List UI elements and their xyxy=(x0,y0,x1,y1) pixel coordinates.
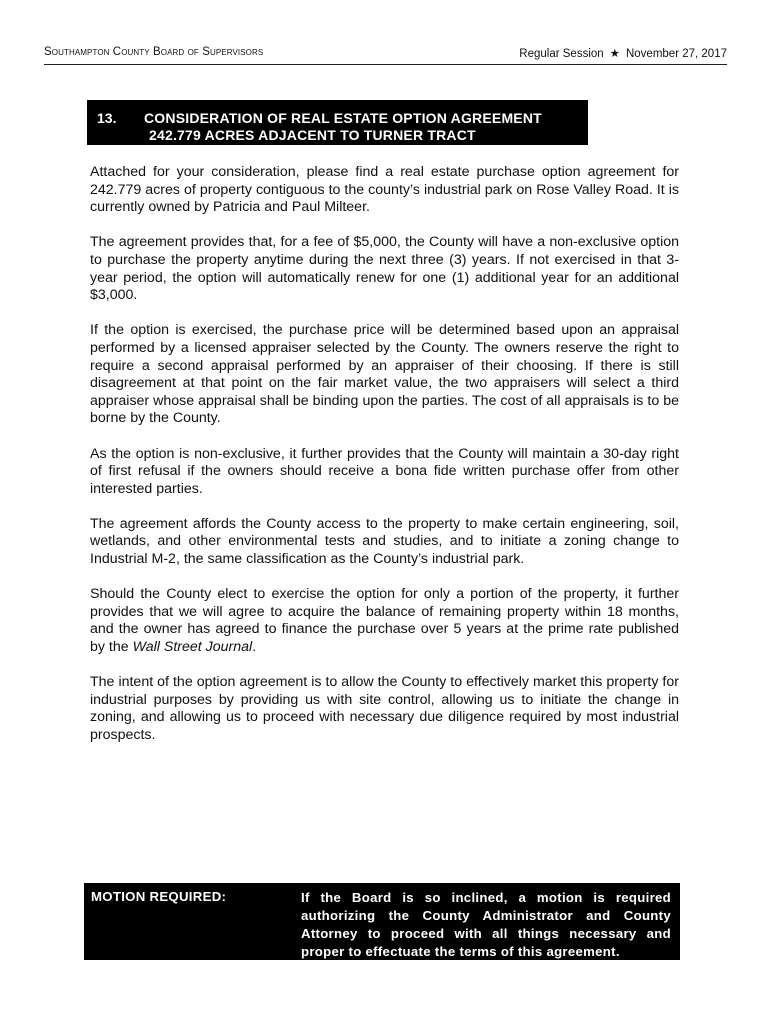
paragraph: The agreement provides that, for a fee of $5,000, the County will have a non-exclusive option to purchase the property anytime during the next three (3) years. If not exercised in that 3-year period, the option will automatically renew for one (1) additional year for an additional $3,000. xyxy=(90,234,679,304)
motion-box xyxy=(84,883,680,960)
paragraph-end: . xyxy=(252,639,257,656)
paragraph xyxy=(90,586,679,656)
page-header xyxy=(44,44,727,65)
motion-text: If the Board is so inclined, a motion is required authorizing the County Administrator and County Attorney to proceed with all things necessary and proper to effectuate the terms of this agreement. xyxy=(301,890,671,959)
item-title-box xyxy=(87,100,588,145)
paragraph: If the option is exercised, the purchase price will be determined based upon an appraisal performed by a licensed appraiser selected by the County. The owners reserve the right to require a second appraisal performed by an appraiser of their choosing. If there is still disagreement at that point on the fair market value, the two appraisers will select a third appraiser whose appraisal shall be binding upon the parties. The cost of all appraisals is to be borne by the County. xyxy=(90,322,679,427)
item-title-line2: 242.779 ACRES ADJACENT TO TURNER TRACT xyxy=(149,127,476,143)
item-title-line1: CONSIDERATION OF REAL ESTATE OPTION AGREEMENT xyxy=(144,110,542,126)
header-session: Regular Session xyxy=(519,48,604,60)
header-date: November 27, 2017 xyxy=(625,48,727,60)
motion-label: MOTION REQUIRED: xyxy=(91,889,227,904)
star-icon: ★ xyxy=(609,48,620,60)
paragraph: The agreement affords the County access to the property to make certain engineering, soil, wetlands, and other environmental tests and studies, and to initiate a zoning change to Industrial M-2, the same classification as the County’s industrial park. xyxy=(90,515,679,568)
paragraph: The intent of the option agreement is to allow the County to effectively market this property for industrial purposes by providing us with site control, allowing us to initiate the change in zoning, and allowing us to proceed with necessary due diligence required by most industrial prospects. xyxy=(90,674,679,743)
paragraph: Attached for your consideration, please find a real estate purchase option agreement for 242.779 acres of property contiguous to the county’s industrial park on Rose Valley Road. It is currently owned by Patricia and Paul Milteer. xyxy=(90,164,679,216)
header-organization: Southampton County Board of Supervisors xyxy=(44,46,264,58)
item-number: 13. xyxy=(97,110,117,126)
document-body xyxy=(90,164,679,762)
publication-name: Wall Street Journal xyxy=(132,639,253,656)
header-session-info xyxy=(519,46,727,60)
paragraph-text: Should the County elect to exercise the option for only a portion of the property, it further provides that we will agree to acquire the balance of remaining property within 18 months, and the owner has agreed to finance the purchase over 5 years at the prime rate published by the xyxy=(90,586,679,656)
paragraph: As the option is non-exclusive, it further provides that the County will maintain a 30-day right of first refusal if the owners should receive a bona fide written purchase offer from other interested parties. xyxy=(90,445,679,497)
